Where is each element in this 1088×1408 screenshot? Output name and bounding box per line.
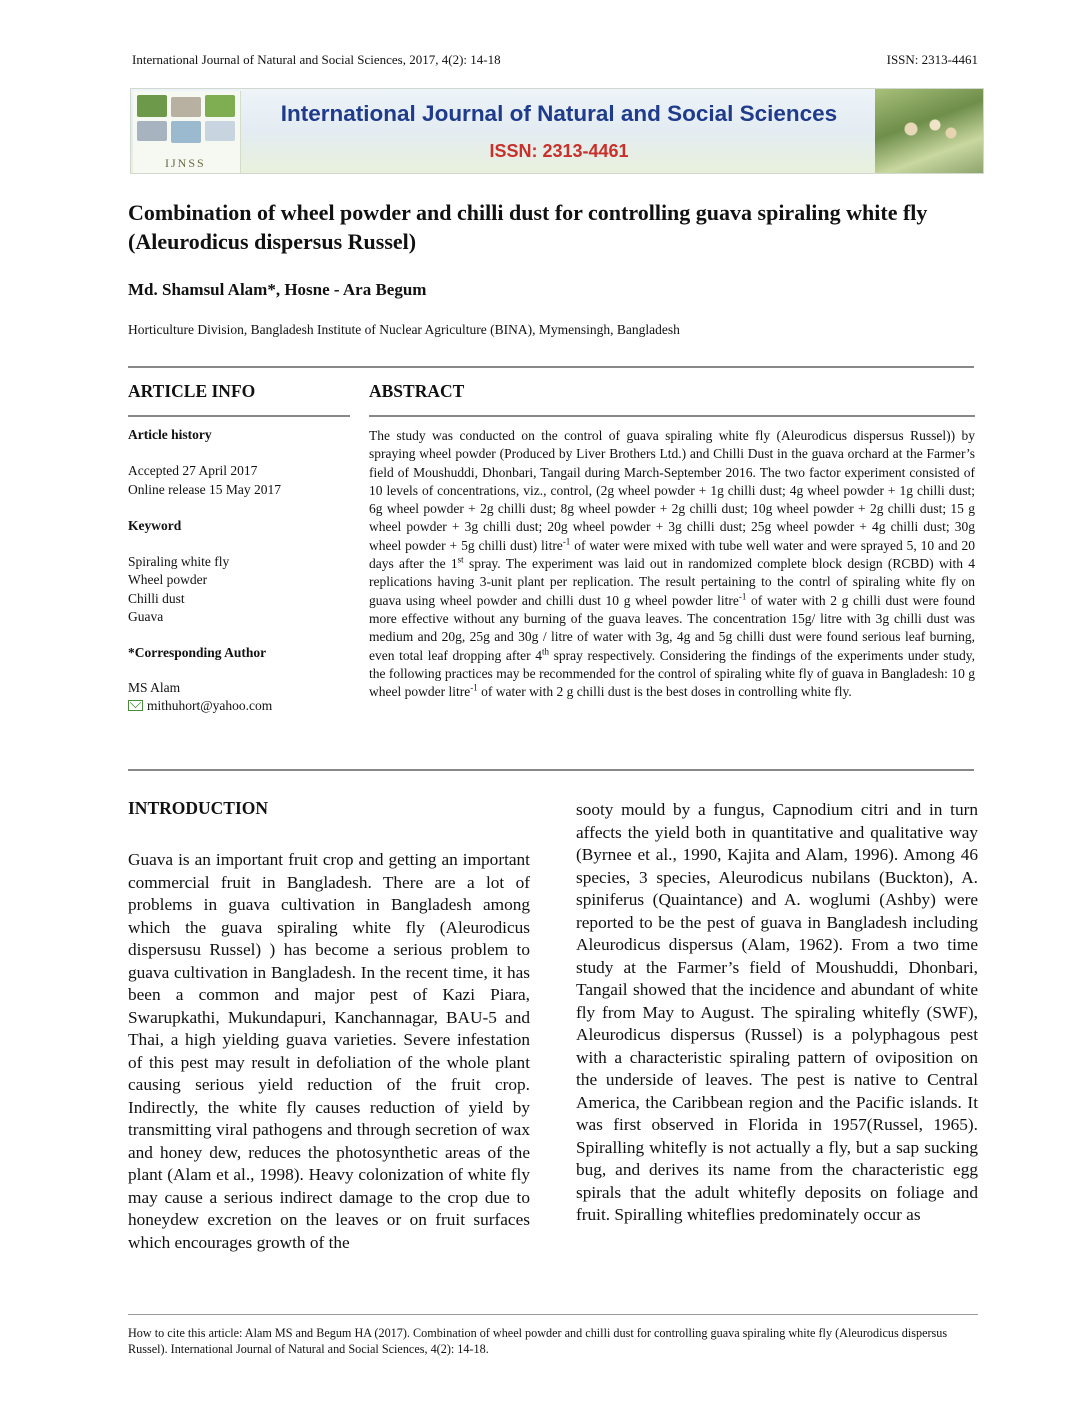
journal-citation-line: International Journal of Natural and Social Sciences, 2017, 4(2): 14-18 bbox=[132, 52, 501, 67]
keyword-item: Wheel powder bbox=[128, 572, 208, 588]
article-title: Combination of wheel powder and chilli dust for controlling guava spiraling white fly (Aleurodicus dispersus Russel) bbox=[128, 200, 928, 254]
envelope-icon bbox=[128, 700, 143, 711]
banner-issn: ISSN: 2313-4461 bbox=[489, 141, 629, 161]
abstract-text: spray. The experiment was laid out in randomized complete block design (RCBD) with 4 replications having 3-unit plant per replication. The result pertaining to the contrl of spiraling white fly on guava using wheel powder and chilli dust 10 g wheel powder litre bbox=[369, 556, 975, 608]
divider-abstract bbox=[369, 415, 975, 417]
corresponding-author-email-row bbox=[128, 697, 350, 715]
abstract-text: spray respectively. Considering the findings of the experiments under study, the following practices may be recommended for the control of spiraling white fly of guava in Bangladesh: 10 g wheel powder litre bbox=[369, 647, 975, 700]
article-history-label: Article history bbox=[128, 427, 212, 442]
issn-line: ISSN: 2313-4461 bbox=[886, 52, 978, 67]
footer-divider bbox=[128, 1314, 978, 1315]
abstract-text: of water were mixed with tube well water and were sprayed 5, 10 and 20 days after the 1 bbox=[369, 537, 976, 572]
abstract-heading: ABSTRACT bbox=[369, 381, 465, 401]
abstract-superscript: -1 bbox=[470, 682, 478, 693]
keyword-item: Spiraling white fly bbox=[128, 554, 230, 570]
article-info-panel bbox=[128, 426, 350, 715]
citation-footer: How to cite this article: Alam MS and Begum HA (2017). Combination of wheel powder and chilli dust for controlling guava spiraling white fly (Aleurodicus dispersus Russel). International Journal of Natural and Social Sciences, 4(2): 14-18. bbox=[128, 1326, 948, 1356]
journal-logo-collage bbox=[133, 91, 241, 173]
divider-top bbox=[128, 366, 974, 368]
article-authors: Md. Shamsul Alam*, Hosne - Ara Begum bbox=[128, 280, 427, 299]
abstract-superscript: th bbox=[541, 646, 549, 657]
divider-bottom bbox=[128, 769, 974, 771]
abstract-text: The study was conducted on the control of guava spiraling white fly (Aleurodicus dispersus Russel)) by spraying wheel powder (Produced by Liver Brothers Ltd.) and Chilli Dust in the guava orchard at the Farmer’s field of Moushuddi, Dhonbari, Tangail during March-September 2016. The two factor experiment consisted of 10 levels of concentrations, viz., control, (2g wheel powder + 1g chilli dust; 4g wheel powder + 1g chilli dust; 6g wheel powder + 2g chilli dust; 8g wheel powder + 2g chilli dust; 10g wheel powder + 2g chilli dust; 15 g wheel powder + 3g chilli dust; 20g wheel powder + 3g chilli dust; 25g wheel powder + 4g chilli dust; 30g wheel powder + 5g chilli dust) litre bbox=[369, 428, 975, 553]
abstract-superscript: -1 bbox=[738, 591, 747, 602]
introduction-heading: INTRODUCTION bbox=[128, 798, 269, 818]
corresponding-author-name: MS Alam bbox=[128, 679, 181, 695]
corresponding-author-label: *Corresponding Author bbox=[128, 645, 267, 661]
keyword-item: Guava bbox=[128, 609, 164, 625]
article-affiliation: Horticulture Division, Bangladesh Institute of Nuclear Agriculture (BINA), Mymensingh, Bangladesh bbox=[128, 322, 680, 337]
abstract-body bbox=[369, 427, 975, 701]
introduction-right-column: sooty mould by a fungus, Capnodium citri and in turn affects the yield both in quantitative and qualitative way (Byrnee et al., 1990, Kajita and Alam, 1996). Among 46 species, 3 species, Aleurodicus nubilans (Buckton), A. spiniferus (Quaintance) and A. woglumi (Ashby) were reported to be the pest of guava in Bangladesh including Aleurodicus dispersus (Alam, 1962). From a two time study at the Farmer’s field of Moushuddi, Dhonbari, Tangail showed that the incidence and abundant of white fly from May to August. The spiraling whitefly (SWF), Aleurodicus dispersus (Russel) is a polyphagous pest with a characteristic spiraling pattern of oviposition on the underside of leaves. The pest is native to Central America, the Caribbean region and the Pacific islands. It was first observed in Florida in 1957(Russel, 1965). Spiralling whitefly is not actually a fly, but a sap sucking bug, and derives its name from the characteristic egg spirals that the adult whitefly deposits on foliage and fruit. Spiralling whiteflies predominately occur as bbox=[576, 800, 978, 1224]
keyword-item: Chilli dust bbox=[128, 590, 185, 606]
abstract-text: of water with 2 g chilli dust is the best doses in controlling white fly. bbox=[477, 684, 852, 700]
introduction-left-column: Guava is an important fruit crop and getting an important commercial fruit in Bangladesh. There are a lot of problems in guava cultivation in Bangladesh among which the guava spiraling white fly (Aleurodicus dispersusu Russel) ) has become a serious problem to guava cultivation in Bangladesh. In the recent time, it has been a common and major pest of Kazi Piara, Swarupkathi, Mukundapuri, Kanchannagar, BAU-5 and Thai, a high yielding guava varieties. Severe infestation of this pest may result in defoliation of the whole plant causing serious yield reduction of the fruit crop. Indirectly, the white fly causes reduction of yield by transmitting viral pathogens and through secretion of wax and honey dew, reduces the photosynthetic areas of the plant (Alam et al., 1998). Heavy colonization of white fly may cause a serious indirect damage to the crop due to honeydew excretion on the leaves or on fruit surfaces which encourages growth of the bbox=[128, 850, 530, 1252]
abstract-text: of water with 2 g chilli dust were found more effective without any burning of the guava leaves. The concentration 15g/ litre with 3g chilli dust was medium and 20g, 25g and 30g / litre of water with 3g, 4g and 5g chilli dust were found serious leaf burning, even total leaf dropping after 4 bbox=[369, 592, 975, 663]
ijnss-logo-text: IJNSS bbox=[165, 156, 206, 170]
keyword-label: Keyword bbox=[128, 517, 182, 533]
divider-info bbox=[128, 415, 350, 417]
banner-journal-title: International Journal of Natural and Social Sciences bbox=[280, 101, 838, 126]
accepted-date: Accepted 27 April 2017 bbox=[128, 463, 258, 479]
corresponding-author-email[interactable]: mithuhort@yahoo.com bbox=[147, 697, 273, 713]
journal-banner bbox=[130, 88, 984, 174]
article-info-heading: ARTICLE INFO bbox=[128, 381, 256, 401]
abstract-superscript: -1 bbox=[562, 536, 571, 547]
online-release-date: Online release 15 May 2017 bbox=[128, 481, 281, 497]
running-head bbox=[132, 52, 978, 68]
abstract-superscript: st bbox=[457, 554, 464, 565]
banner-photo bbox=[875, 89, 983, 174]
